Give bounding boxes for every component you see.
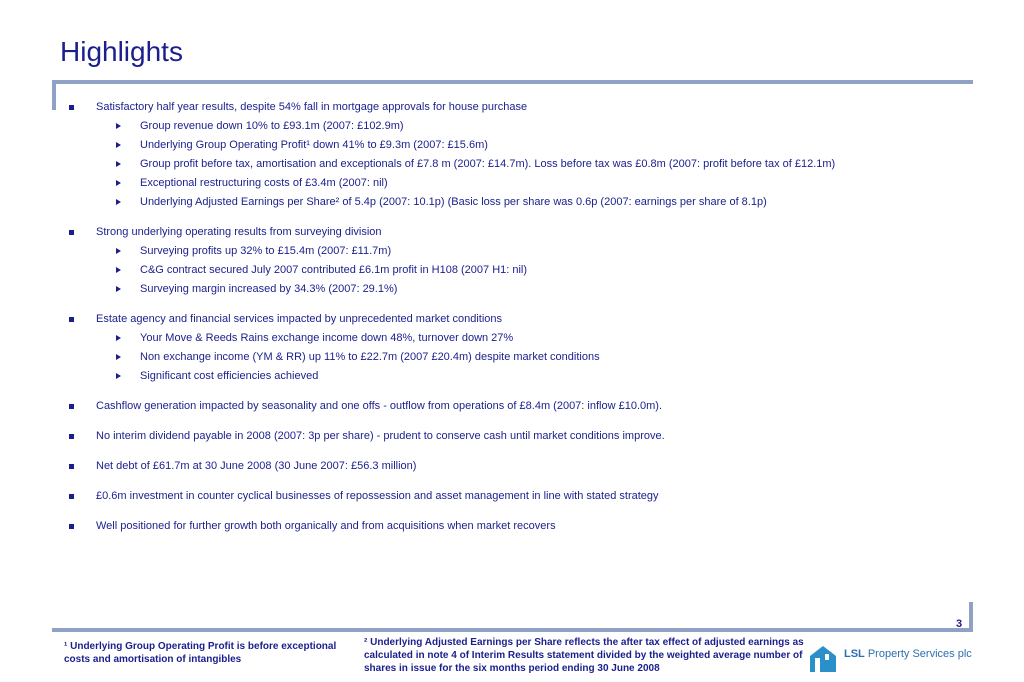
logo-brand: LSL	[844, 648, 865, 660]
page-number: 3	[956, 618, 963, 630]
bullet-item	[0, 98, 1000, 117]
sub-bullet-item	[0, 367, 1000, 386]
square-bullet-icon	[69, 464, 74, 469]
arrow-bullet-icon	[116, 161, 121, 167]
sub-bullet-text: Underlying Adjusted Earnings per Share² of 5.4p (2007: 10.1p) (Basic loss per share was 0.6p (2007: earnings per share of 8.1p)	[140, 196, 767, 208]
sub-bullet-text: Group profit before tax, amortisation and exceptionals of £7.8 m (2007: £14.7m). Loss before tax was £0.8m (2007: profit before tax of £12.1m)	[140, 158, 836, 170]
bullet-item	[0, 223, 1000, 242]
top-divider	[52, 80, 973, 84]
square-bullet-icon	[69, 404, 74, 409]
arrow-bullet-icon	[116, 354, 121, 360]
bullet-text: No interim dividend payable in 2008 (2007: 3p per share) - prudent to conserve cash until market conditions improve.	[96, 430, 665, 442]
house-logo-icon	[806, 640, 840, 674]
bullet-text: Net debt of £61.7m at 30 June 2008 (30 June 2007: £56.3 million)	[96, 460, 417, 472]
sub-bullet-text: Surveying margin increased by 34.3% (2007: 29.1%)	[140, 283, 398, 295]
arrow-bullet-icon	[116, 180, 121, 186]
sub-bullet-item	[0, 117, 1000, 136]
bullet-text: Cashflow generation impacted by seasonality and one offs - outflow from operations of £8.4m (2007: inflow £10.0m).	[96, 400, 663, 412]
arrow-bullet-icon	[116, 142, 121, 148]
sub-bullet-item	[0, 155, 1000, 174]
sub-bullet-text: Your Move & Reeds Rains exchange income down 48%, turnover down 27%	[140, 332, 514, 344]
bottom-divider	[52, 628, 973, 632]
sub-bullet-text: Group revenue down 10% to £93.1m (2007: £102.9m)	[140, 120, 404, 132]
bottom-divider-corner	[969, 602, 973, 632]
arrow-bullet-icon	[116, 267, 121, 273]
sub-bullet-item	[0, 329, 1000, 348]
bullet-text: Estate agency and financial services impacted by unprecedented market conditions	[96, 313, 503, 325]
arrow-bullet-icon	[116, 248, 121, 254]
sub-bullet-text: Exceptional restructuring costs of £3.4m (2007: nil)	[140, 177, 388, 189]
page-title: Highlights	[60, 36, 183, 67]
sub-bullet-text: C&G contract secured July 2007 contributed £6.1m profit in H108 (2007 H1: nil)	[140, 264, 528, 276]
square-bullet-icon	[69, 524, 74, 529]
sub-bullet-text: Underlying Group Operating Profit¹ down 41% to £9.3m (2007: £15.6m)	[140, 139, 488, 151]
bullet-item	[0, 517, 1000, 536]
footnote-2: ² Underlying Adjusted Earnings per Share reflects the after tax effect of adjusted earnings as calculated in note 4 of Interim Results statement divided by the weighted average number of shares in issue for the six months period ending 30 June 2008	[364, 637, 804, 674]
arrow-bullet-icon	[116, 373, 121, 379]
bullet-text: Well positioned for further growth both organically and from acquisitions when market recovers	[96, 520, 556, 532]
bullet-text: Strong underlying operating results from surveying division	[96, 226, 382, 238]
bullet-item	[0, 397, 1000, 416]
highlights-list	[0, 98, 1000, 547]
bullet-text: Satisfactory half year results, despite 54% fall in mortgage approvals for house purchase	[96, 101, 528, 113]
arrow-bullet-icon	[116, 123, 121, 129]
square-bullet-icon	[69, 105, 74, 110]
sub-bullet-text: Non exchange income (YM & RR) up 11% to £22.7m (2007 £20.4m) despite market conditions	[140, 351, 600, 363]
bullet-text: £0.6m investment in counter cyclical businesses of repossession and asset management in line with stated strategy	[96, 490, 659, 502]
logo-name: Property Services plc	[867, 648, 972, 660]
sub-bullet-item	[0, 193, 1000, 212]
bullet-item	[0, 427, 1000, 446]
sub-bullet-item	[0, 242, 1000, 261]
square-bullet-icon	[69, 317, 74, 322]
square-bullet-icon	[69, 494, 74, 499]
sub-bullet-item	[0, 348, 1000, 367]
arrow-bullet-icon	[116, 286, 121, 292]
bullet-item	[0, 310, 1000, 329]
bullet-item	[0, 457, 1000, 476]
sub-bullet-item	[0, 136, 1000, 155]
sub-bullet-text: Surveying profits up 32% to £15.4m (2007: £11.7m)	[140, 245, 392, 257]
company-logo	[806, 640, 976, 676]
arrow-bullet-icon	[116, 335, 121, 341]
bullet-item	[0, 487, 1000, 506]
sub-bullet-item	[0, 280, 1000, 299]
sub-bullet-text: Significant cost efficiencies achieved	[140, 370, 319, 382]
footnote-1: ¹ Underlying Group Operating Profit is before exceptional costs and amortisation of intangibles	[64, 641, 337, 665]
arrow-bullet-icon	[116, 199, 121, 205]
square-bullet-icon	[69, 434, 74, 439]
sub-bullet-item	[0, 261, 1000, 280]
square-bullet-icon	[69, 230, 74, 235]
sub-bullet-item	[0, 174, 1000, 193]
